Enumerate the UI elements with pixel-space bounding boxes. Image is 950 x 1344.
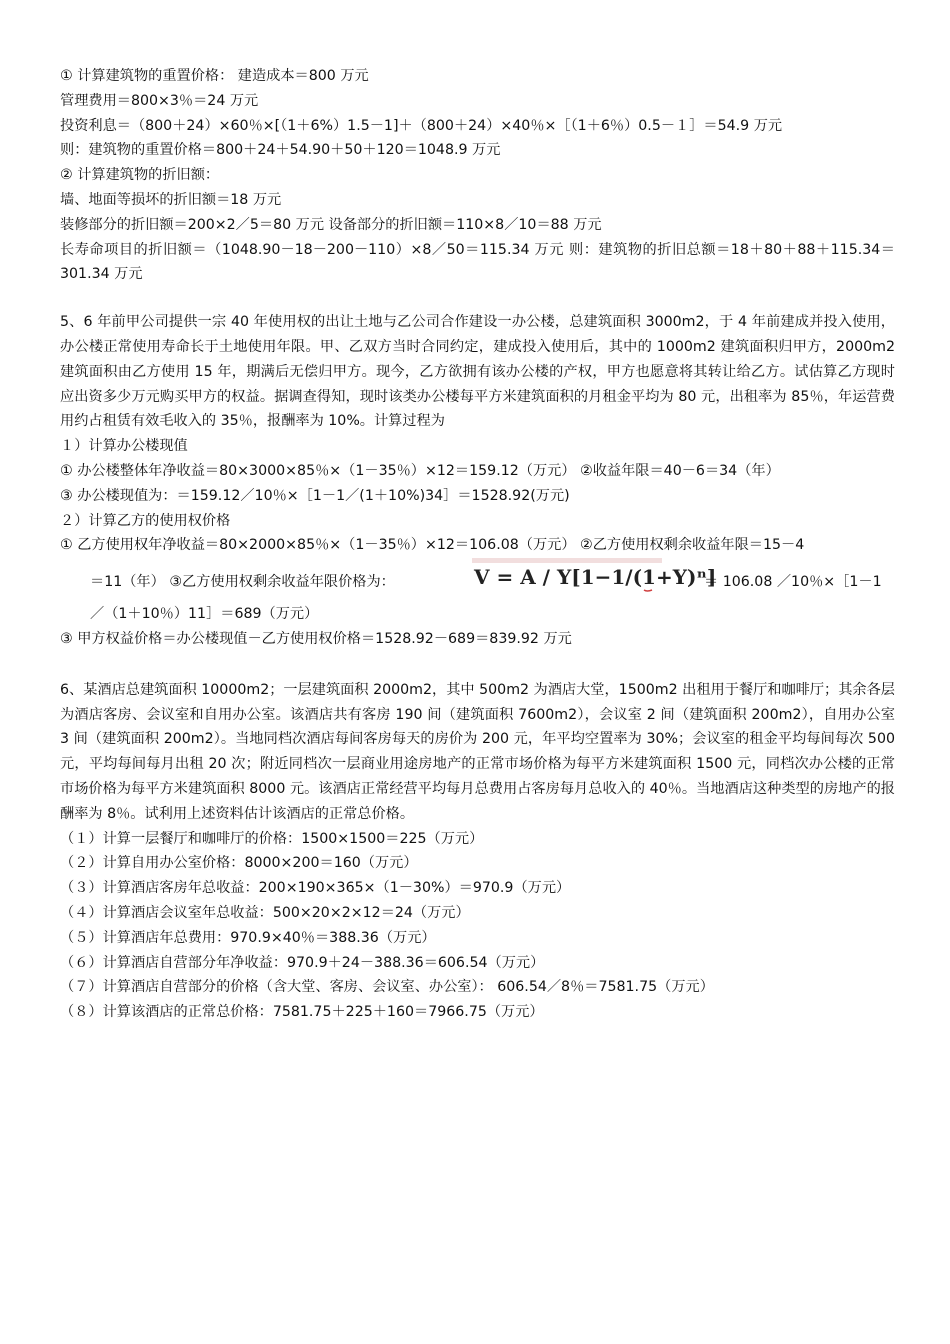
line-long-life-depreciation: 长寿命项目的折旧额＝（1048.90－18－200－110）×8／50＝115.34 万元 则：建筑物的折旧总额＝18＋80＋88＋115.34＝301.34 万元 [60,241,895,283]
q6-step: （６）计算酒店自营部分年净收益：970.9＋24－388.36＝606.54（万元） [60,954,545,971]
line-decoration-depreciation: 装修部分的折旧额＝200×2／5＝80 万元 设备部分的折旧额＝110×8／10＝88 万元 [60,216,602,233]
q5-net-income: ① 办公楼整体年净收益＝80×3000×85％×（1－35％）×12＝159.12（万元） ②收益年限＝40－6＝34（年） [60,462,780,479]
q6-step: （４）计算酒店会议室年总收益：500×20×2×12＝24（万元） [60,904,470,921]
part4-block [60,64,895,287]
q6-step: （３）计算酒店客房年总收益：200×190×365×（1－30%）＝970.9（万元） [60,880,571,897]
line-management-fee: 管理费用＝800×3％＝24 万元 [60,92,259,109]
line-wall-depreciation: 墙、地面等损坏的折旧额＝18 万元 [60,191,282,208]
question-5-text: 5、6 年前甲公司提供一宗 40 年使用权的出让土地与乙公司合作建设一办公楼，总建筑面积 3000m2，于 4 年前建成并投入使用，办公楼正常使用寿命长于土地使用年限。甲、乙双方当时合同约定，建成投入使用后，其中的 1000m2 建筑面积归甲方，2000m2 建筑面积由乙方使用 15 年，期满后无偿归甲方。现今，乙方欲拥有该办公楼的产权，甲方也愿意将其转让给乙方。试估算乙方现时应出资多少万元购买甲方的权益。据调查得知，现时该类办公楼每平方米建筑面积的月租金平均为 80 元，出租率为 85％，年运营费用约占租赁有效毛收入的 35％，报酬率为 10%。计算过程为 [60,314,895,430]
line-depreciation-heading: ② 计算建筑物的折旧额： [60,167,220,184]
question-6-text: 6、某酒店总建筑面积 10000m2；一层建筑面积 2000m2，其中 500m2 为酒店大堂，1500m2 出租用于餐厅和咖啡厅；其余各层为酒店客房、会议室和自用办公室。该酒店共有客房 190 间（建筑面积 7600m2），会议室 2 间（建筑面积 200m2），自用办公室 3 间（建筑面积 200m2）。当地同档次酒店每间客房每天的房价为 200 元，年平均空置率为 30%；会议室的租金平均每间每次 500 元，平均每间每月出租 20 次；附近同档次一层商业用途房地产的正常市场价格为每平方米建筑面积 1500 元，同档次办公楼的正常市场价格为每平方米建筑面积 8000 元。该酒店正常经营平均每月总费用占客房每月总收入的 40％。当地酒店这种类型的房地产的报酬率为 8％。试利用上述资料估计该酒店的正常总价格。 [60,681,895,822]
question-5 [60,310,895,652]
q6-step: （２）计算自用办公室价格：8000×200＝160（万元） [60,855,418,872]
formula-text: V = A / Y[1−1/(1+Y)ⁿ] [474,565,717,590]
q6-step: （８）计算该酒店的正常总价格：7581.75＋225＋160＝7966.75（万元） [60,1004,544,1021]
q6-step: （５）计算酒店年总费用：970.9×40％＝388.36（万元） [60,929,436,946]
line-rebuild-price: 则：建筑物的重置价格＝800＋24＋54.90＋50＋120＝1048.9 万元 [60,142,501,159]
q5-remaining-years: ＝11（年） ③乙方使用权剩余收益年限价格为： [90,574,395,591]
line-rebuild-cost: ① 计算建筑物的重置价格： 建造成本＝800 万元 [60,68,369,84]
q5-b-price-result: ／（1＋10％）11］＝689（万元） [90,606,319,623]
q6-step: （１）计算一层餐厅和咖啡厅的价格：1500×1500＝225（万元） [60,830,484,847]
q5-formula-row [60,558,895,602]
formula-image [468,556,717,594]
q5-step-2-heading: ２）计算乙方的使用权价格 [60,512,231,529]
q5-formula-result: ＝ 106.08 ／10％×［1－1 [704,574,882,591]
line-investment-interest: 投资利息＝（800＋24）×60％×[（1＋6%）1.5－1]＋（800＋24）×40％×［（1＋6％）0.5－１］＝54.9 万元 [60,117,783,134]
q6-step: （７）计算酒店自营部分的价格（含大堂、客房、会议室、办公室）： 606.54／8％＝7581.75（万元） [60,979,714,996]
q5-a-equity-price: ③ 甲方权益价格＝办公楼现值－乙方使用权价格＝1528.92－689＝839.92 万元 [60,630,572,647]
document-page [60,64,895,1025]
question-6 [60,678,895,1025]
q5-step-1-heading: １）计算办公楼现值 [60,438,188,455]
q5-b-net-income: ① 乙方使用权年净收益＝80×2000×85％×（1－35％）×12＝106.08（万元） ②乙方使用权剩余收益年限＝15－4 [60,537,805,554]
q5-present-value: ③ 办公楼现值为：＝159.12／10％×［1－1／(1＋10%)34］＝1528.92(万元) [60,487,570,504]
